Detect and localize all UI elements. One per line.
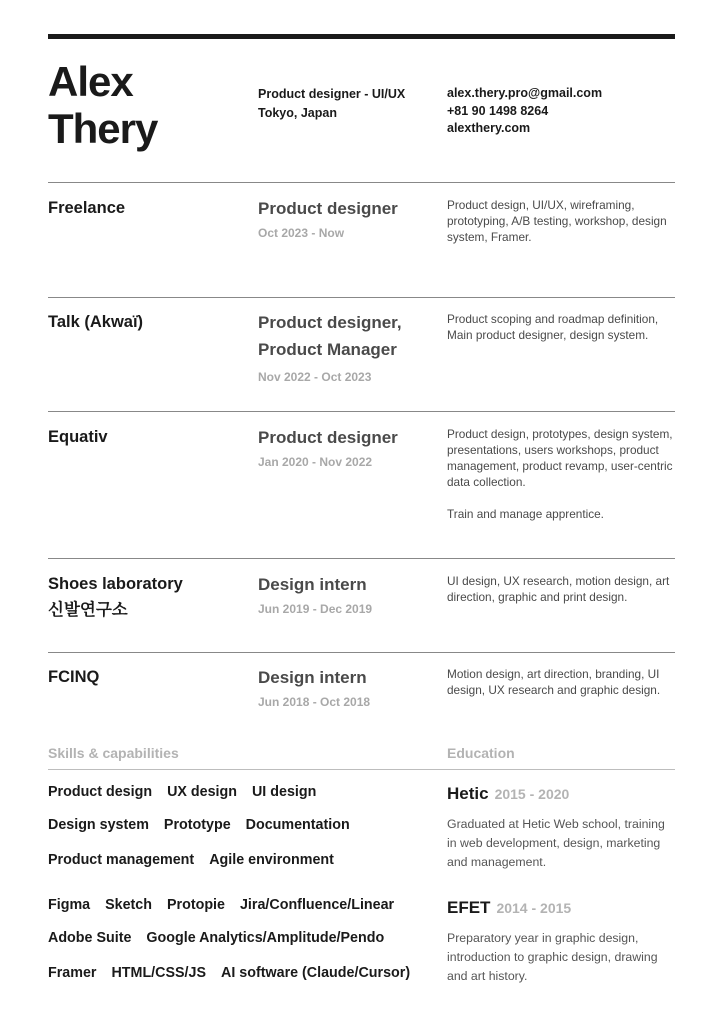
role-title: Product designer xyxy=(258,199,398,218)
tool-tag: Google Analytics/Amplitude/Pendo xyxy=(146,930,385,946)
company-name: FCINQ xyxy=(48,668,100,686)
school-heading xyxy=(447,897,677,919)
role-block xyxy=(258,309,402,386)
period: Jan 2020 - Nov 2022 xyxy=(258,455,373,469)
role-description: Product scoping and roadmap definition, Main product designer, design system. xyxy=(447,312,659,342)
email-link[interactable]: alex.thery.pro@gmail.com xyxy=(447,86,603,100)
tool-row xyxy=(48,930,399,946)
role-block xyxy=(258,664,370,711)
tool-tag: Protopie xyxy=(167,897,225,913)
period: Jun 2018 - Oct 2018 xyxy=(258,695,371,709)
divider xyxy=(48,297,675,298)
tool-row xyxy=(48,897,409,913)
company-block xyxy=(48,571,183,623)
tool-tag: Jira/Confluence/Linear xyxy=(239,897,395,913)
divider xyxy=(48,558,675,559)
divider xyxy=(48,411,675,412)
skill-tag: Prototype xyxy=(163,817,231,833)
skill-tag: Design system xyxy=(48,817,149,833)
role-description: Motion design, art direction, branding, UI design, UX research and graphic design. xyxy=(447,667,661,697)
role-title: Design intern xyxy=(258,668,367,687)
experience-item-shoes-laboratory xyxy=(48,571,675,641)
company-name: Shoes laboratory xyxy=(48,575,183,593)
company-name: Equativ xyxy=(48,428,108,446)
experience-item-freelance xyxy=(48,195,675,275)
role-block xyxy=(258,424,398,471)
tool-row xyxy=(48,965,425,981)
skill-tag: UX design xyxy=(167,784,237,800)
period: Nov 2022 - Oct 2023 xyxy=(258,370,372,384)
role-title: Design intern xyxy=(258,575,367,594)
location: Tokyo, Japan xyxy=(258,106,337,120)
role-block xyxy=(258,571,372,618)
skill-row xyxy=(48,817,365,833)
role-title-secondary: Product Manager xyxy=(258,340,397,359)
header-role-block xyxy=(258,85,405,123)
experience-item-equativ xyxy=(48,424,675,544)
education-item-hetic xyxy=(447,783,677,872)
section-divider xyxy=(48,769,675,770)
school-years: 2015 - 2020 xyxy=(494,786,570,802)
skill-tag: Documentation xyxy=(245,817,350,833)
contact-block xyxy=(447,85,602,138)
skill-tag: UI design xyxy=(251,784,317,800)
full-name xyxy=(48,58,157,152)
period: Oct 2023 - Now xyxy=(258,226,345,240)
phone-number: +81 90 1498 8264 xyxy=(447,103,549,118)
school-name: EFET xyxy=(447,898,491,917)
school-name: Hetic xyxy=(447,784,489,803)
tool-tag: HTML/CSS/JS xyxy=(111,965,207,981)
school-description: Preparatory year in graphic design, introduction to graphic design, drawing and art history. xyxy=(447,931,658,983)
education-item-efet xyxy=(447,897,677,986)
education-section-title: Education xyxy=(447,745,515,761)
role-description: Product design, UI/UX, wireframing, prototyping, A/B testing, workshop, design system, Framer. xyxy=(447,198,667,244)
role-description: Product design, prototypes, design system, presentations, users workshops, product management, product revamp, user-centric data collection. Train and manage apprentice. xyxy=(447,426,675,522)
tool-tag: Framer xyxy=(48,965,97,981)
tool-tag: Sketch xyxy=(105,897,152,913)
company-name: Freelance xyxy=(48,199,126,217)
job-title: Product designer - UI/UX xyxy=(258,87,406,101)
top-rule xyxy=(48,34,675,39)
school-years: 2014 - 2015 xyxy=(496,900,572,916)
role-block xyxy=(258,195,398,242)
role-description-extra: Train and manage apprentice. xyxy=(447,507,604,521)
skill-row xyxy=(48,852,349,868)
experience-item-fcinq xyxy=(48,664,675,724)
website-link[interactable]: alexthery.com xyxy=(447,121,531,135)
first-name: Alex xyxy=(48,58,133,105)
skill-row xyxy=(48,784,331,800)
experience-item-talk xyxy=(48,309,675,399)
skill-tag: Product design xyxy=(48,784,153,800)
company-name-korean: 신발연구소 xyxy=(48,601,128,619)
last-name: Thery xyxy=(48,105,158,152)
skills-list xyxy=(48,784,428,994)
divider xyxy=(48,182,675,183)
company-name: Talk (Akwaï) xyxy=(48,313,144,331)
period: Jun 2019 - Dec 2019 xyxy=(258,602,373,616)
role-title: Product designer xyxy=(258,428,398,447)
divider xyxy=(48,652,675,653)
skill-tag: Agile environment xyxy=(209,852,334,868)
school-heading xyxy=(447,783,677,805)
skill-tag: Product management xyxy=(48,852,195,868)
tool-tag: Adobe Suite xyxy=(48,930,132,946)
school-description: Graduated at Hetic Web school, training in web development, design, marketing and management. xyxy=(447,817,665,869)
role-title: Product designer, xyxy=(258,313,402,332)
tool-tag: AI software (Claude/Cursor) xyxy=(221,965,411,981)
role-description: UI design, UX research, motion design, art direction, graphic and print design. xyxy=(447,574,670,604)
skills-section-title: Skills & capabilities xyxy=(48,745,179,761)
tool-tag: Figma xyxy=(48,897,91,913)
